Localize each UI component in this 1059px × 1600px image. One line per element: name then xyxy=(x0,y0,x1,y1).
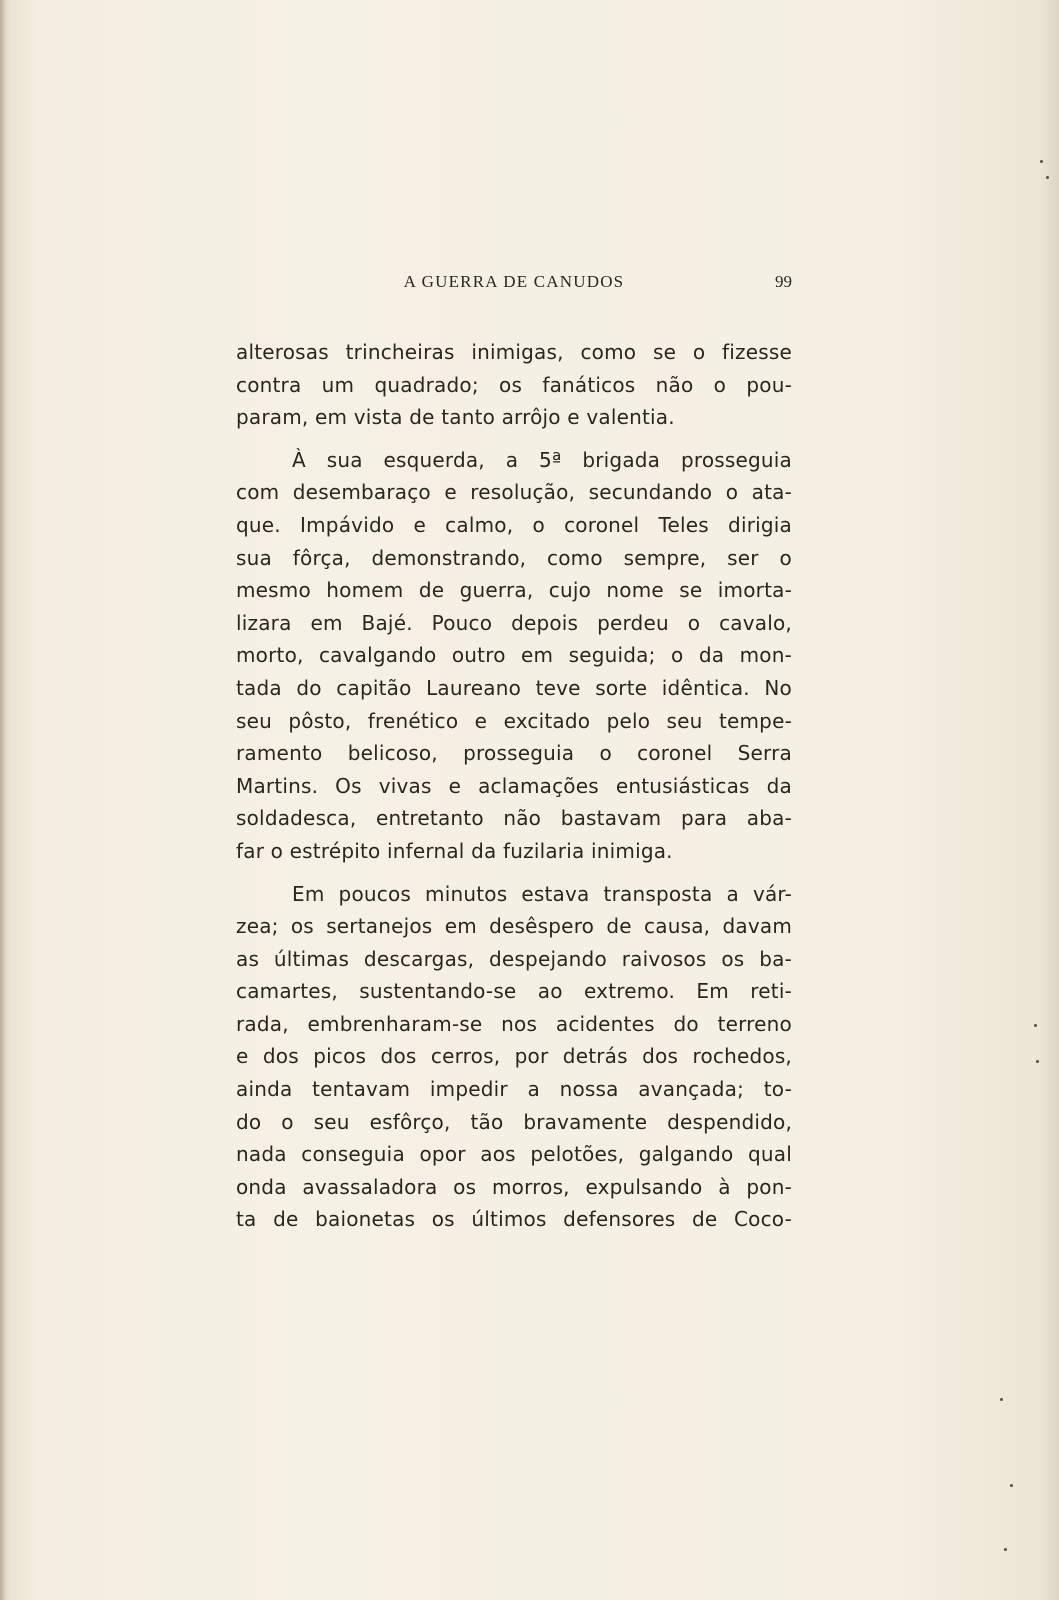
text-line: do o seu esfôrço, tão bravamente despendido, xyxy=(236,1109,792,1134)
text-line: tada do capitão Laureano teve sorte idêntica. No xyxy=(236,675,792,700)
paper-speck xyxy=(1000,1398,1003,1401)
paragraph-1 xyxy=(236,336,792,434)
paragraph-2 xyxy=(236,444,792,868)
running-title: A GUERRA DE CANUDOS xyxy=(403,272,625,291)
text-line: nada conseguia opor aos pelotões, galgando qual xyxy=(236,1142,792,1167)
text-line: onda avassaladora os morros, expulsando à pon- xyxy=(236,1174,792,1199)
paragraph-3 xyxy=(236,878,792,1237)
text-line: lizara em Bajé. Pouco depois perdeu o cavalo, xyxy=(236,610,792,635)
text-line: Martins. Os vivas e aclamações entusiásticas da xyxy=(236,773,792,798)
body-text xyxy=(236,336,792,1246)
text-line: rada, embrenharam-se nos acidentes do terreno xyxy=(236,1011,792,1036)
text-line: À sua esquerda, a 5ª brigada prosseguia xyxy=(292,447,792,472)
text-line: as últimas descargas, despejando raivosos os ba- xyxy=(236,946,792,971)
page-edge xyxy=(0,0,6,1600)
text-line: seu pôsto, frenético e excitado pelo seu tempe- xyxy=(236,708,792,733)
paper-speck xyxy=(1036,1060,1039,1063)
paper-speck xyxy=(1034,1024,1037,1027)
paper-speck xyxy=(1004,1548,1007,1551)
text-line: soldadesca, entretanto não bastavam para aba- xyxy=(236,806,792,831)
text-line: alterosas trincheiras inimigas, como se o fizesse xyxy=(236,340,792,364)
page-header xyxy=(236,272,792,298)
text-line: morto, cavalgando outro em seguida; o da mon- xyxy=(236,643,792,668)
text-line: ta de baionetas os últimos defensores de Coco- xyxy=(236,1207,792,1232)
text-line: camartes, sustentando-se ao extremo. Em reti- xyxy=(236,979,792,1004)
text-line: mesmo homem de guerra, cujo nome se imorta- xyxy=(236,578,792,603)
text-line: far o estrépito infernal da fuzilaria inimiga. xyxy=(236,838,673,863)
text-line: que. Impávido e calmo, o coronel Teles dirigia xyxy=(236,512,792,537)
paper-speck xyxy=(1010,1484,1013,1487)
text-line: ainda tentavam impedir a nossa avançada; to- xyxy=(236,1077,792,1102)
text-line: e dos picos dos cerros, por detrás dos rochedos, xyxy=(236,1044,792,1069)
paper-speck xyxy=(1046,176,1049,179)
text-line: Em poucos minutos estava transposta a vár- xyxy=(292,881,792,906)
text-line: sua fôrça, demonstrando, como sempre, ser o xyxy=(236,545,792,570)
text-line: param, em vista de tanto arrôjo e valentia. xyxy=(236,405,675,430)
page-number: 99 xyxy=(775,272,792,291)
paper-speck xyxy=(1040,160,1043,163)
text-line: zea; os sertanejos em desêspero de causa, davam xyxy=(236,914,792,939)
text-line: ramento belicoso, prosseguia o coronel Serra xyxy=(236,741,792,766)
text-line: contra um quadrado; os fanáticos não o pou- xyxy=(236,372,792,397)
text-line: com desembaraço e resolução, secundando o ata- xyxy=(236,480,792,505)
